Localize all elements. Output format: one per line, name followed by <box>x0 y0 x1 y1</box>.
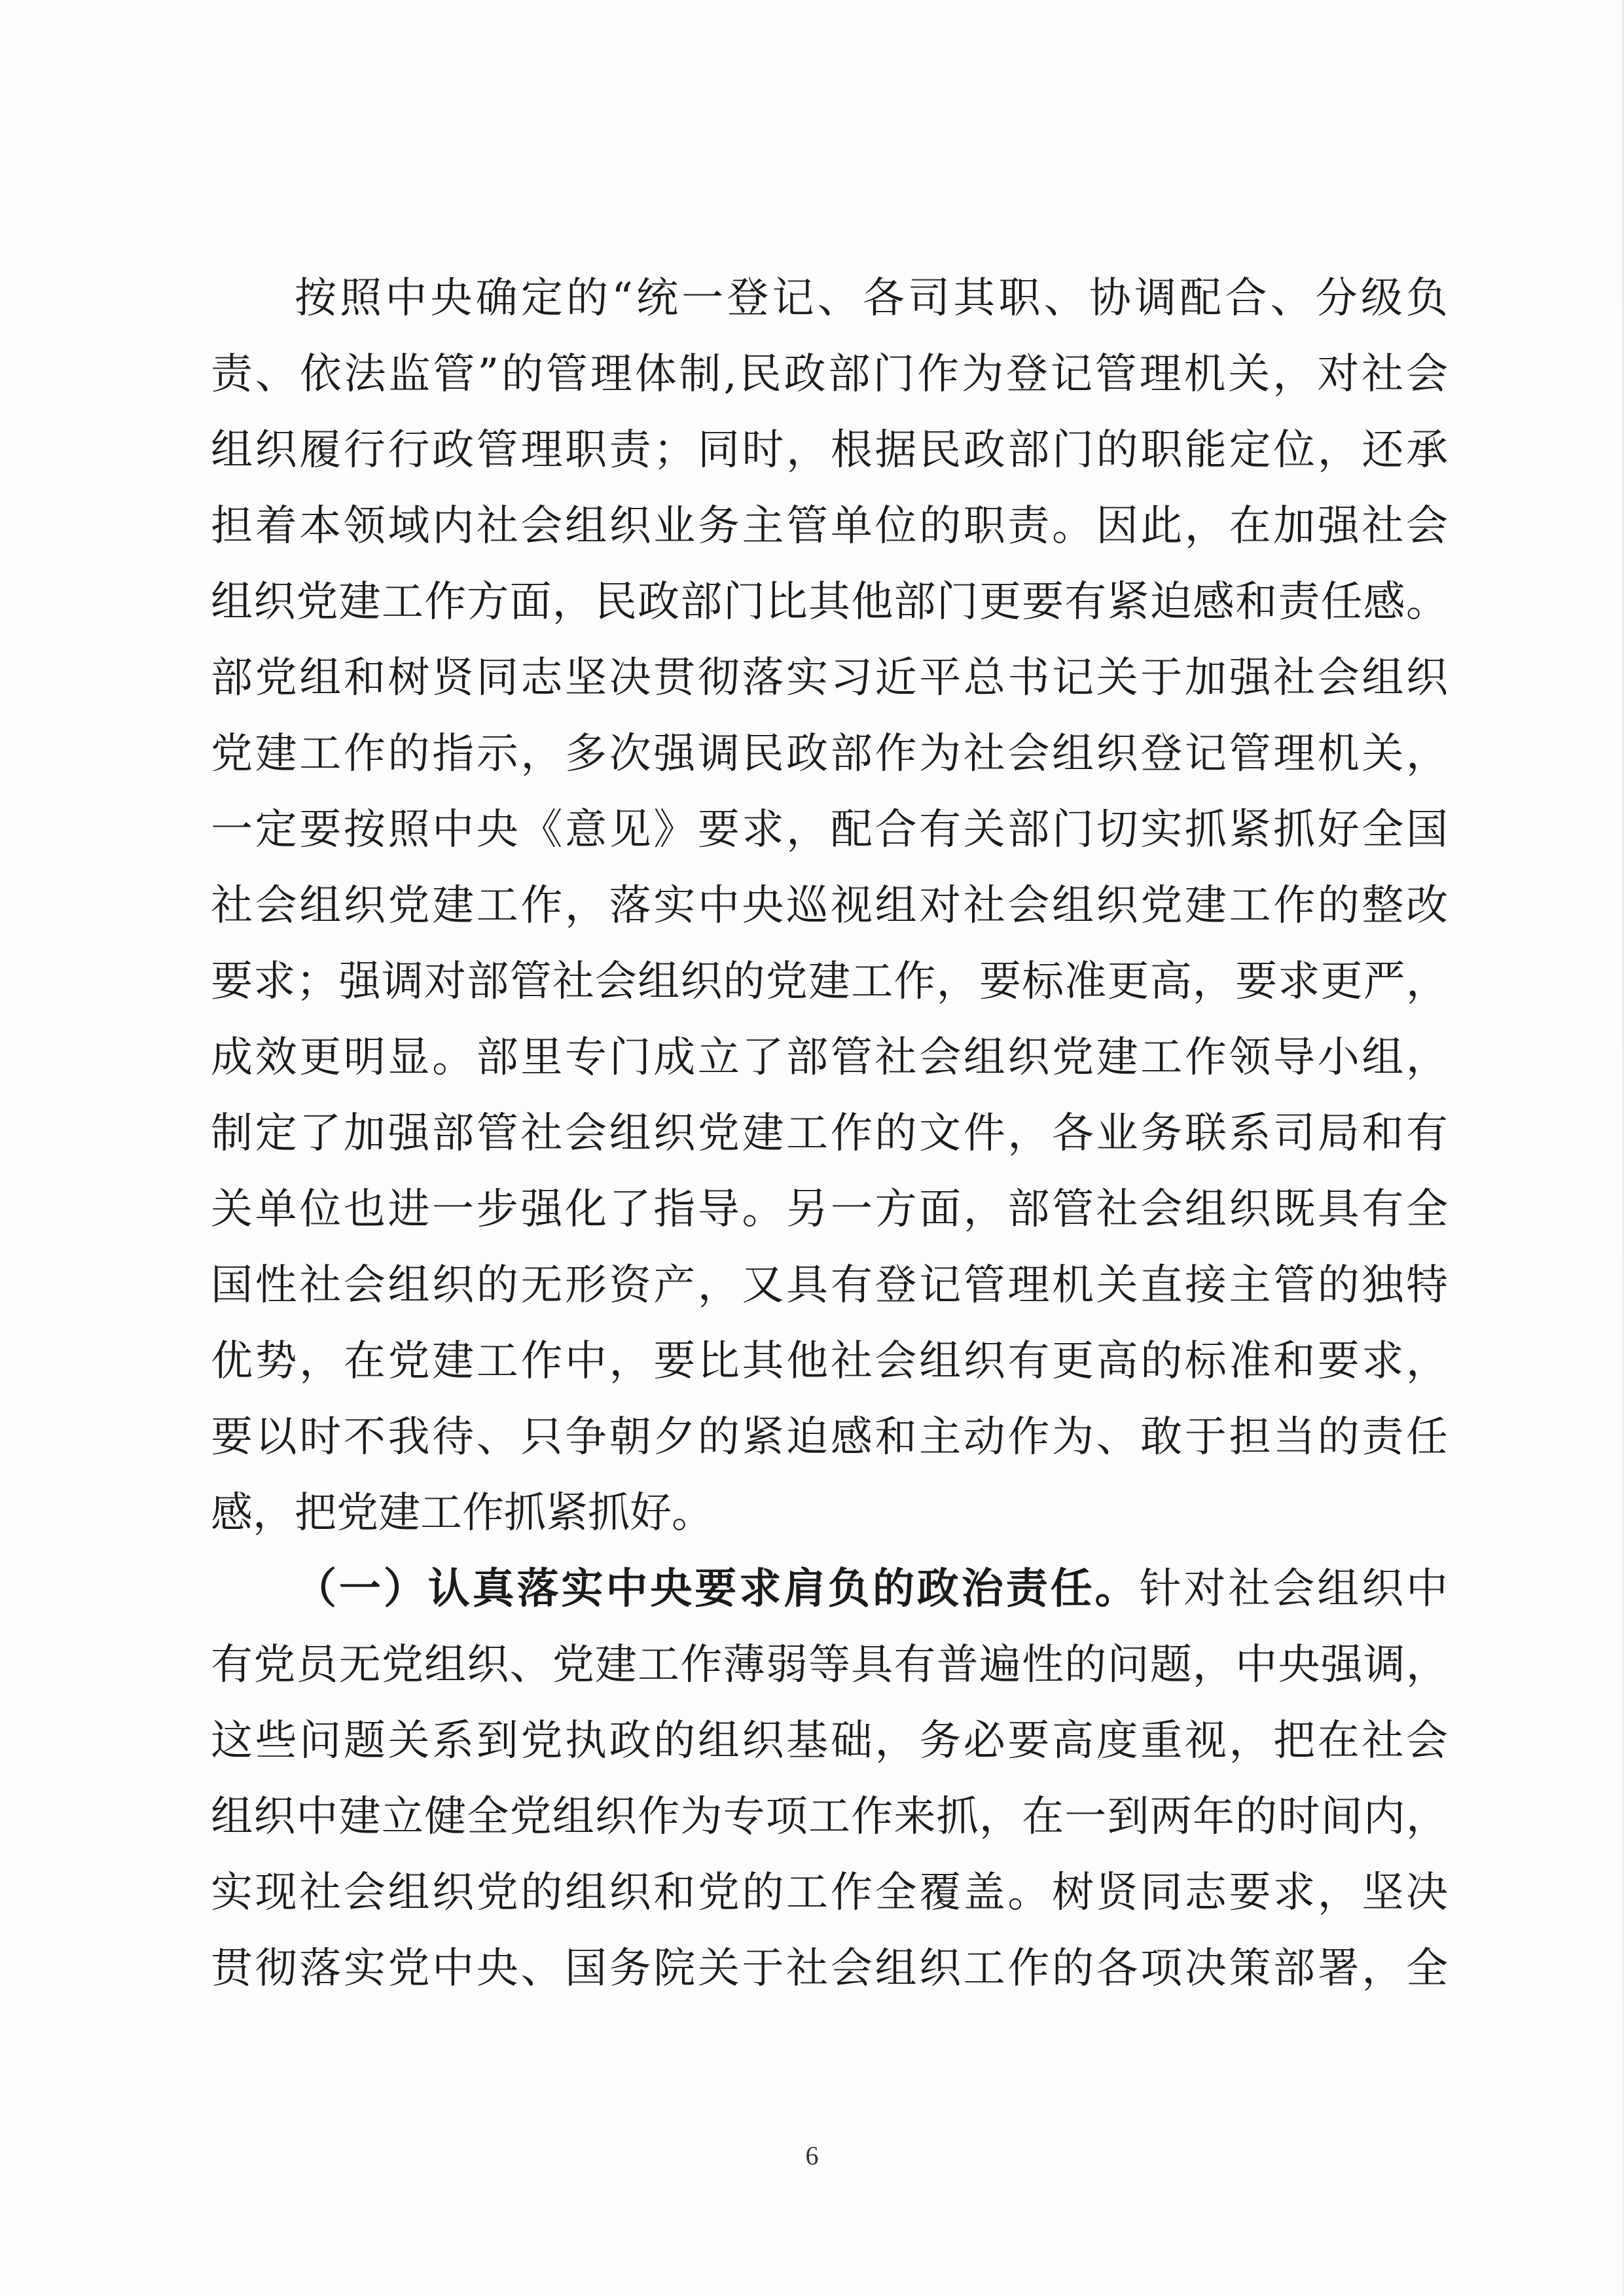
text-line: 组织履行行政管理职责；同时，根据民政部门的职能定位，还承 <box>211 426 1448 475</box>
section-heading: （一）认真落实中央要求肩负的政治责任。 <box>295 1564 1140 1613</box>
text-line: 贯彻落实党中央、国务院关于社会组织工作的各项决策部署，全 <box>211 1945 1448 1993</box>
text-line: 关单位也进一步强化了指导。另一方面，部管社会组织既具有全 <box>211 1185 1448 1234</box>
page-number: 6 <box>805 2141 819 2170</box>
text-line: 担着本领域内社会组织业务主管单位的职责。因此，在加强社会 <box>211 502 1448 550</box>
text-line: 组织党建工作方面，民政部门比其他部门更要有紧迫感和责任感。 <box>211 578 1448 626</box>
text-line: 社会组织党建工作，落实中央巡视组对社会组织党建工作的整改 <box>211 882 1448 930</box>
text-line: 有党员无党组织、党建工作薄弱等具有普遍性的问题，中央强调， <box>211 1641 1448 1689</box>
text-line: 按照中央确定的“统一登记、各司其职、协调配合、分级负 <box>295 274 1448 323</box>
text-line: 这些问题关系到党执政的组织基础，务必要高度重视，把在社会 <box>211 1717 1448 1765</box>
text-line: 实现社会组织党的组织和党的工作全覆盖。树贤同志要求，坚决 <box>211 1869 1448 1917</box>
text-line: 党建工作的指示，多次强调民政部作为社会组织登记管理机关， <box>211 730 1448 778</box>
text-line: 组织中建立健全党组织作为专项工作来抓，在一到两年的时间内， <box>211 1793 1448 1841</box>
section-heading-line <box>211 1551 1448 1627</box>
text-line: 制定了加强部管社会组织党建工作的文件，各业务联系司局和有 <box>211 1109 1448 1158</box>
text-line: 优势，在党建工作中，要比其他社会组织有更高的标准和要求， <box>211 1337 1448 1386</box>
text-line: 责、依法监管”的管理体制,民政部门作为登记管理机关，对社会 <box>211 350 1448 399</box>
text-line: 要以时不我待、只争朝夕的紧迫感和主动作为、敢于担当的责任 <box>211 1413 1448 1462</box>
text-line: 感，把党建工作抓紧抓好。 <box>211 1489 713 1537</box>
text-line: 国性社会组织的无形资产，又具有登记管理机关直接主管的独特 <box>211 1261 1448 1310</box>
text-line: 成效更明显。部里专门成立了部管社会组织党建工作领导小组， <box>211 1033 1448 1082</box>
text-span: 针对社会组织中 <box>1139 1565 1449 1613</box>
text-line: 部党组和树贤同志坚决贯彻落实习近平总书记关于加强社会组织 <box>211 654 1448 702</box>
text-line: 一定要按照中央《意见》要求，配合有关部门切实抓紧抓好全国 <box>211 806 1448 854</box>
text-line: 要求；强调对部管社会组织的党建工作，要标准更高，要求更严， <box>211 958 1448 1006</box>
body-text <box>211 260 1448 2007</box>
